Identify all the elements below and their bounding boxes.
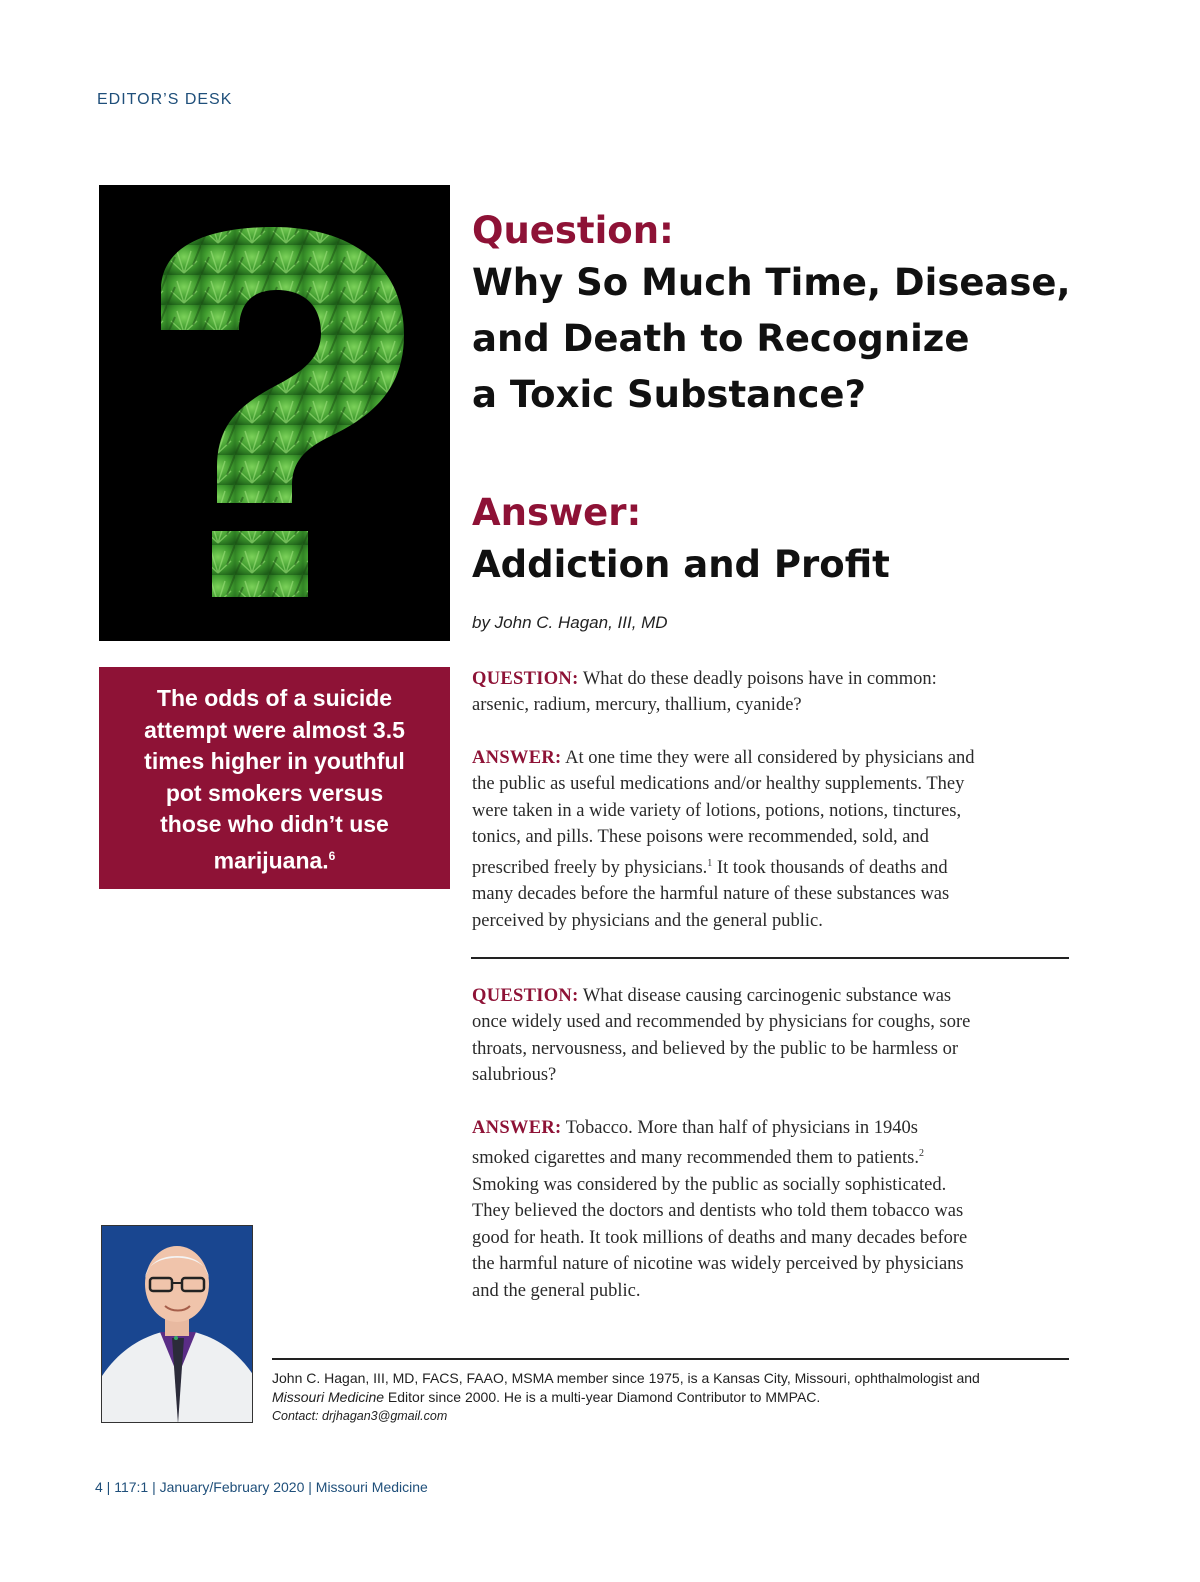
pull-quote-text: marijuana. [213, 847, 329, 874]
qa-line: Smoking was considered by the public as socially sophisticated. [472, 1174, 947, 1195]
author-portrait-icon [102, 1226, 253, 1423]
answer-label: Answer: [472, 491, 642, 534]
qa-line: arsenic, radium, mercury, thallium, cyanide? [472, 695, 802, 716]
bio-text: Editor since 2000. He is a multi-year Diamond Contributor to MMPAC. [384, 1389, 821, 1405]
author-bio [272, 1369, 1052, 1426]
answer-title: Addiction and Profit [472, 543, 890, 586]
qa-line [472, 983, 1032, 1009]
footnote-ref: 2 [918, 1148, 924, 1160]
answer-tag: ANSWER: [472, 748, 562, 768]
qa-text: prescribed freely by physicians. [472, 857, 708, 878]
qa-block-answer-2 [472, 1115, 1032, 1304]
bio-divider [272, 1358, 1069, 1360]
qa-text: Tobacco. More than half of physicians in 1940s [561, 1118, 918, 1138]
qa-block-answer-1 [472, 745, 1032, 934]
page-footer: 4 | 117:1 | January/February 2020 | Missouri Medicine [95, 1479, 428, 1495]
question-tag: QUESTION: [472, 669, 579, 689]
question-title-line: and Death to Recognize [472, 317, 970, 360]
pull-quote-line: The odds of a suicide [156, 685, 393, 711]
qa-text: At one time they were all considered by physicians and [561, 748, 975, 768]
question-tag: QUESTION: [472, 986, 579, 1006]
qa-line [472, 1115, 1032, 1141]
pull-quote-line: attempt were almost 3.5 [144, 716, 405, 743]
question-title-line: Why So Much Time, Disease, [472, 261, 1071, 304]
qa-text: What do these deadly poisons have in common: [578, 669, 937, 689]
question-label: Question: [472, 209, 674, 252]
qa-line: good for heath. It took millions of deaths and many decades before [472, 1227, 968, 1248]
section-label: EDITOR’S DESK [97, 91, 233, 108]
pull-quote-line: those who didn’t use [160, 811, 389, 837]
pull-quote [99, 667, 450, 889]
qa-line: and the general public. [472, 1280, 641, 1301]
footnote-ref: 1 [707, 857, 713, 869]
headline-answer [472, 489, 1112, 593]
qa-line [472, 745, 1032, 771]
answer-tag: ANSWER: [472, 1118, 562, 1138]
qa-line [472, 1141, 1032, 1172]
qa-line [472, 666, 1032, 692]
question-mark-cannabis-icon [99, 185, 450, 641]
qa-block-question-2 [472, 983, 1032, 1089]
qa-text: It took thousands of deaths and [712, 857, 948, 878]
headline-question [472, 207, 1112, 423]
qa-block-question-1 [472, 666, 1032, 719]
question-mark-image [99, 185, 450, 641]
bio-line: John C. Hagan, III, MD, FACS, FAAO, MSMA member since 1975, is a Kansas City, Missouri, ophthalmologist and [272, 1370, 980, 1386]
section-divider [471, 957, 1069, 959]
qa-line: tonics, and pills. These poisons were recommended, sold, and [472, 827, 929, 848]
qa-line: throats, nervousness, and believed by the public to be harmless or [472, 1038, 959, 1059]
qa-line: many decades before the harmful nature of these substances was [472, 884, 950, 905]
qa-text: smoked cigarettes and many recommended them to patients. [472, 1148, 919, 1169]
contact-email: Contact: drjhagan3@gmail.com [272, 1409, 448, 1423]
qa-text: What disease causing carcinogenic substance was [578, 986, 952, 1006]
pull-quote-line-last [125, 841, 424, 877]
question-title-line: a Toxic Substance? [472, 373, 866, 416]
pull-quote-footnote: 6 [328, 848, 336, 863]
qa-line: salubrious? [472, 1065, 557, 1086]
publication-name: Missouri Medicine [272, 1389, 385, 1405]
pull-quote-line: times higher in youthful [144, 748, 405, 774]
pull-quote-line: pot smokers versus [165, 779, 384, 806]
qa-line: They believed the doctors and dentists who told them tobacco was [472, 1201, 964, 1222]
qa-line: were taken in a wide variety of lotions, potions, notions, tinctures, [472, 800, 962, 821]
qa-line: the harmful nature of nicotine was widely perceived by physicians [472, 1254, 964, 1275]
qa-line: the public as useful medications and/or healthy supplements. They [472, 774, 965, 795]
byline: by John C. Hagan, III, MD [472, 613, 668, 632]
author-photo [101, 1225, 253, 1423]
bio-line [272, 1388, 1052, 1407]
qa-line [472, 851, 1032, 882]
qa-line: once widely used and recommended by physicians for coughs, sore [472, 1012, 971, 1033]
qa-line: perceived by physicians and the general public. [472, 910, 823, 931]
